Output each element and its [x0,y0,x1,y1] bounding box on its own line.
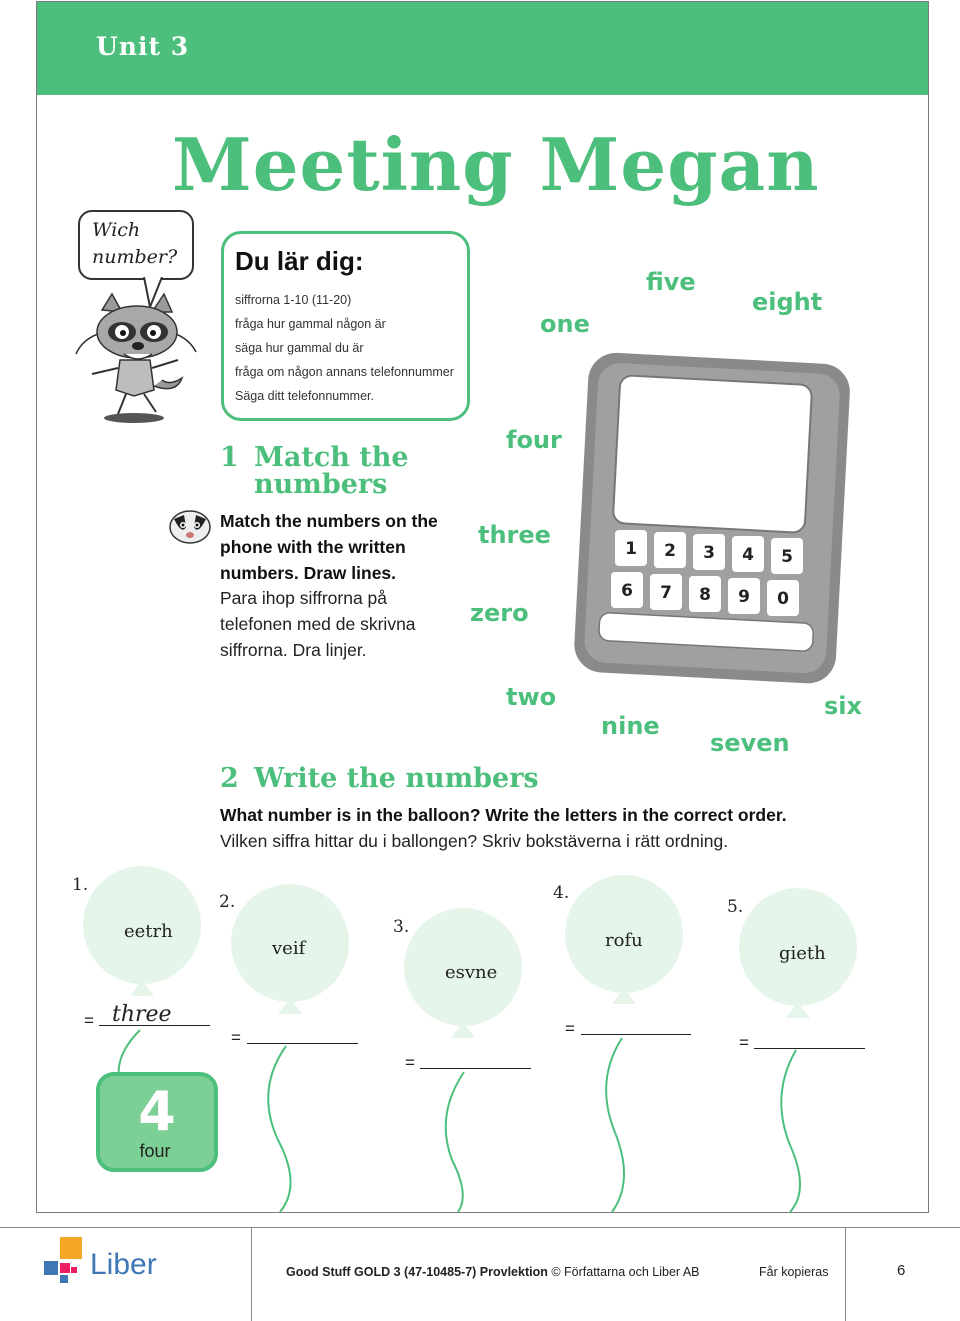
balloon-3-answer-line[interactable] [420,1068,531,1069]
footer-credit-title: Good Stuff GOLD 3 (47-10485-7) Provlektion [286,1265,548,1279]
phone-illustration [565,350,855,690]
footer-credit-copyright: © Författarna och Liber AB [551,1265,700,1279]
word-five: five [646,268,696,296]
learn-item: fråga hur gammal någon är [235,317,386,331]
balloon-4-knot [612,988,636,1004]
word-seven: seven [710,729,790,757]
balloon-2-knot [278,998,302,1014]
balloon-4-word: rofu [605,930,643,951]
key-2: 2 [664,541,676,561]
key-5: 5 [781,547,793,567]
word-four: four [506,426,562,454]
balloon-4-number: 4. [553,883,570,903]
learn-item: siffrorna 1-10 (11-20) [235,293,352,307]
balloon-5-answer-line[interactable] [754,1048,865,1049]
balloon-3-equals: = [405,1053,415,1072]
speech-line-2: number? [92,246,178,268]
publisher-name: Liber [90,1248,157,1281]
balloon-2-number: 2. [219,892,236,912]
footer-separator [845,1228,846,1321]
balloon-1-answer: three [112,1002,172,1027]
key-0: 0 [777,589,789,609]
balloon-5-number: 5. [727,897,744,917]
section-1-instruction-en: Match the numbers on the phone with the written numbers. Draw lines. [220,511,438,583]
key-1: 1 [625,539,637,559]
balloon-2-equals: = [231,1028,241,1047]
unit-label: Unit 3 [96,32,190,61]
number-card-digit: 4 [138,1080,176,1143]
section-1-instruction-sv: Para ihop siffrorna på telefonen med de skrivna siffrorna. Dra linjer. [220,588,416,660]
section-2-instruction-sv: Vilken siffra hittar du i ballongen? Skriv bokstäverna i rätt ordning. [220,831,729,851]
learn-item: Säga ditt telefonnummer. [235,389,374,403]
key-7: 7 [660,583,672,603]
balloon-5-word: gieth [779,943,826,964]
word-three: three [478,521,551,549]
word-eight: eight [752,288,823,316]
learn-box-title: Du lär dig: [235,246,364,276]
balloon-5-equals: = [739,1033,749,1052]
word-zero: zero [470,599,529,627]
page-number: 6 [897,1262,906,1279]
liber-logo-icon [44,1237,84,1287]
balloon-2-word: veif [272,938,306,959]
speech-line-1: Wich [92,219,141,241]
balloon-3-word: esvne [445,962,498,983]
learn-item: säga hur gammal du är [235,341,364,355]
section-2-instruction-en: What number is in the balloon? Write the letters in the correct order. [220,805,787,825]
word-six: six [824,692,862,720]
copy-note: Får kopieras [759,1265,829,1279]
section-1-number: 1 [220,442,239,473]
balloon-1-equals: = [84,1011,94,1030]
section-2-number: 2 [220,763,239,794]
balloon-2-answer-line[interactable] [247,1043,358,1044]
word-nine: nine [601,712,660,740]
footer-credit [286,1265,700,1279]
balloon-1-word: eetrh [124,921,173,942]
section-1-title-line-2: numbers [254,469,388,500]
word-two: two [506,683,557,711]
balloon-4-answer-line[interactable] [581,1034,691,1035]
balloon-1-knot [130,980,154,996]
footer-divider [0,1227,960,1228]
badger-icon [168,505,212,545]
balloon-3-number: 3. [393,917,410,937]
speech-bubble-text [92,217,192,271]
balloon-3-knot [451,1022,475,1038]
section-2-title: Write the numbers [254,763,539,794]
raccoon-character-icon [72,290,202,430]
key-8: 8 [699,585,711,605]
key-6: 6 [621,581,633,601]
word-one: one [540,310,590,338]
page-title: Meeting Megan [172,122,820,207]
key-4: 4 [742,545,754,565]
key-3: 3 [703,543,715,563]
balloon-4-equals: = [565,1019,575,1038]
balloon-5-knot [786,1002,810,1018]
section-1-title [254,444,474,498]
footer-separator [251,1228,252,1321]
number-card-word: four [139,1141,171,1161]
learn-item: fråga om någon annans telefonnummer [235,365,454,379]
key-9: 9 [738,587,750,607]
section-1-title-line-1: Match the [254,442,409,473]
balloon-1-number: 1. [72,875,89,895]
